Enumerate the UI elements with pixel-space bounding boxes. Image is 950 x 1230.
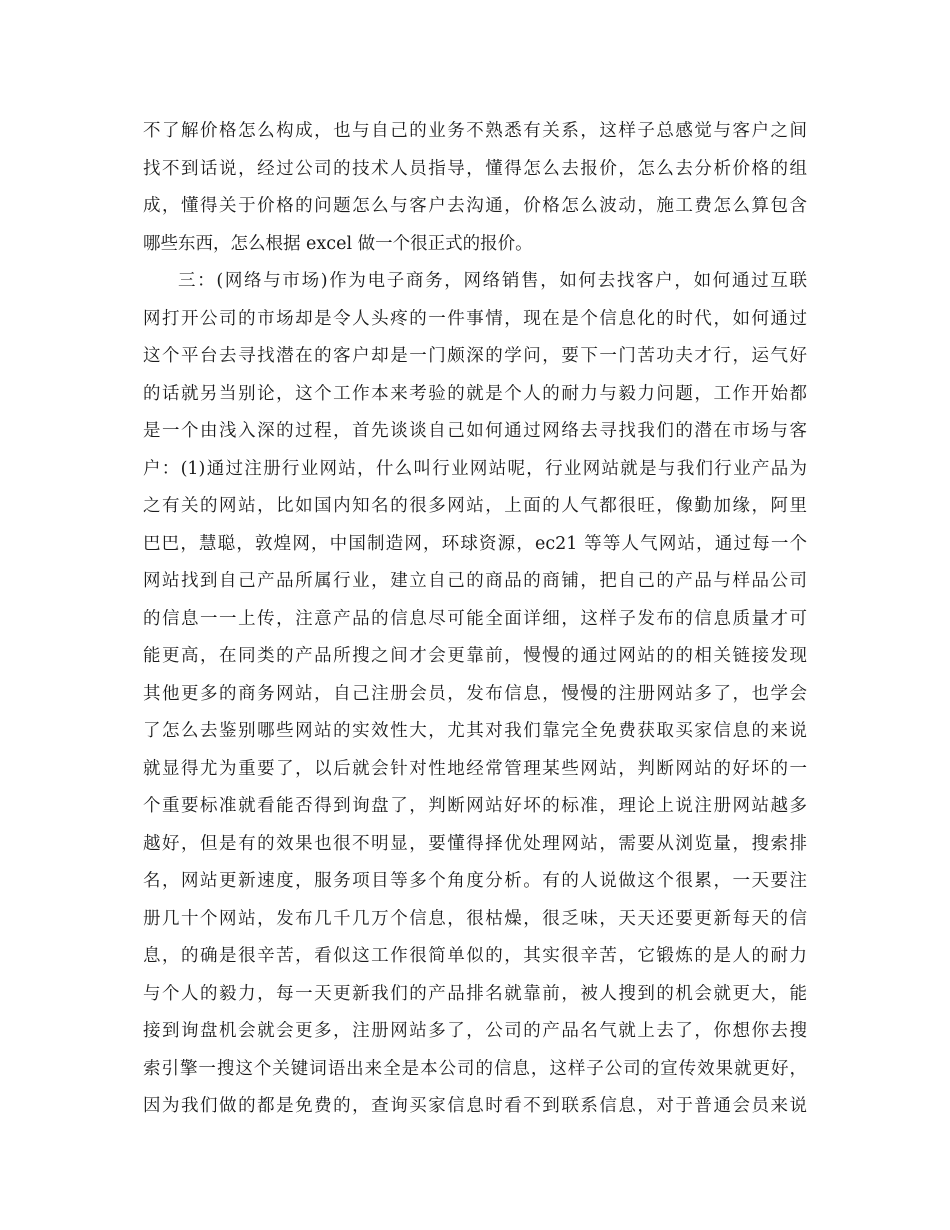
text-line: 名，网站更新速度，服务项目等多个角度分析。有的人说做这个很累，一天要注 (143, 871, 807, 891)
text-line: 就显得尤为重要了，以后就会针对性地经常管理某些网站，判断网站的好坏的一 (143, 758, 807, 779)
paragraph-network-market (143, 263, 807, 1126)
text-line: 网打开公司的市场却是令人头疼的一件事情，现在是个信息化的时代，如何通过 (143, 308, 807, 329)
text-line: 的话就另当别论，这个工作本来考验的就是个人的耐力与毅力问题，工作开始都 (143, 383, 807, 404)
text-line: 这个平台去寻找潜在的客户却是一门颇深的学问，要下一门苦功夫才行，运气好 (143, 346, 807, 366)
text-line: 接到询盘机会就会更多，注册网站多了，公司的产品名气就上去了，你想你去搜 (143, 1021, 807, 1041)
text-line: 户：(1)通过注册行业网站，什么叫行业网站呢，行业网站就是与我们行业产品为 (143, 458, 807, 479)
document-body (143, 113, 807, 1126)
text-line: 其他更多的商务网站，自己注册会员，发布信息，慢慢的注册网站多了，也学会 (143, 683, 807, 704)
text-line: 越好，但是有的效果也很不明显，要懂得择优处理网站，需要从浏览量，搜索排 (143, 833, 807, 854)
text-line: 册几十个网站，发布几千几万个信息，很枯燥，很乏味，天天还要更新每天的信 (143, 908, 807, 929)
text-line: 巴巴，慧聪，敦煌网，中国制造网，环球资源，ec21 等等人气网站，通过每一个 (143, 533, 807, 554)
text-line: 了怎么去鉴别哪些网站的实效性大，尤其对我们靠完全免费获取买家信息的来说 (143, 721, 807, 741)
paragraph-price-discussion (143, 113, 807, 263)
text-line: 能更高，在同类的产品所搜之间才会更靠前，慢慢的通过网站的的相关链接发现 (143, 646, 807, 666)
text-line: 成，懂得关于价格的问题怎么与客户去沟通，价格怎么波动，施工费怎么算包含 (143, 196, 807, 216)
text-line: 个重要标准就看能否得到询盘了，判断网站好坏的标准，理论上说注册网站越多 (143, 796, 807, 816)
text-line: 与个人的毅力，每一天更新我们的产品排名就靠前，被人搜到的机会就更大，能 (143, 983, 807, 1004)
text-line: 的信息一一上传，注意产品的信息尽可能全面详细，这样子发布的信息质量才可 (143, 608, 807, 629)
text-line: 索引擎一搜这个关键词语出来全是本公司的信息，这样子公司的宣传效果就更好， (143, 1058, 807, 1079)
text-line: 哪些东西，怎么根据 excel 做一个很正式的报价。 (143, 233, 533, 254)
text-line: 找不到话说，经过公司的技术人员指导，懂得怎么去报价，怎么去分析价格的组 (143, 158, 807, 179)
text-line: 不了解价格怎么构成，也与自己的业务不熟悉有关系，这样子总感觉与客户之间 (143, 121, 807, 141)
text-line: 是一个由浅入深的过程，首先谈谈自己如何通过网络去寻找我们的潜在市场与客 (143, 421, 807, 441)
text-line: 因为我们做的都是免费的，查询买家信息时看不到联系信息，对于普通会员来说 (143, 1096, 807, 1116)
text-line: 之有关的网站，比如国内知名的很多网站，上面的人气都很旺，像勤加缘，阿里 (143, 496, 807, 516)
text-line: 网站找到自己产品所属行业，建立自己的商品的商铺，把自己的产品与样品公司 (143, 571, 807, 591)
text-line: 息，的确是很辛苦，看似这工作很简单似的，其实很辛苦，它锻炼的是人的耐力 (143, 946, 807, 966)
text-line: 三：(网络与市场)作为电子商务，网络销售，如何去找客户，如何通过互联 (178, 271, 807, 291)
